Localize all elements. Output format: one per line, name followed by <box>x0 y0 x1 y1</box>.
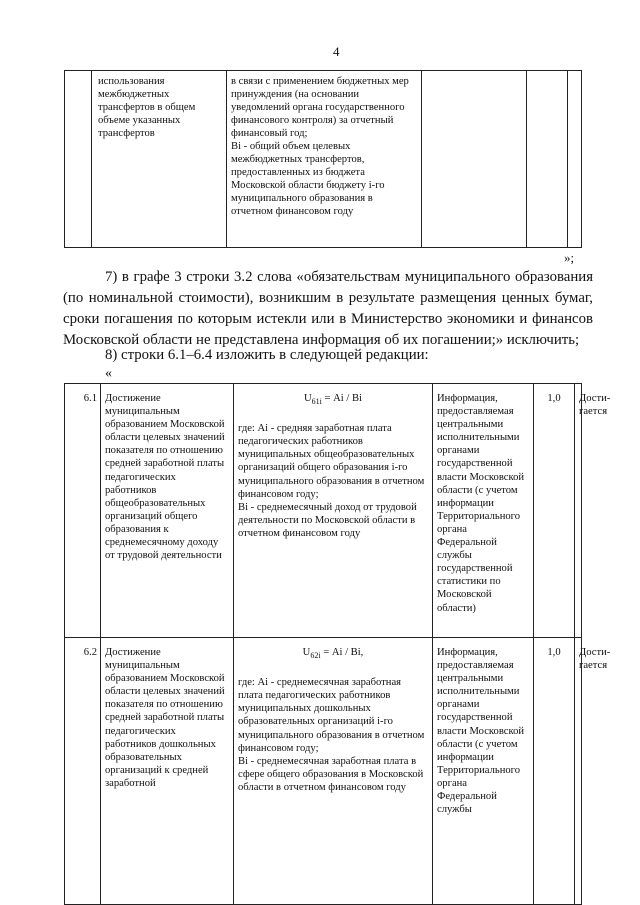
result-status: Дости-гается <box>575 638 582 905</box>
result-status: Дости-гается <box>575 384 582 638</box>
table-row <box>65 384 582 638</box>
top-table-name-cell <box>92 71 227 248</box>
formula: $U_{61i}$ = Аi / Вi <box>303 393 362 407</box>
top-table-continuation <box>64 70 582 248</box>
table-row <box>65 638 582 905</box>
indicator-name: Достижение муниципальным образованием Московской области целевых значений показателя по отношению средней заработной платы педагогических работников общеобразовательных организаций общего образования к среднемесячному доходу от трудовой деятельности <box>101 384 234 638</box>
formula-cell <box>234 384 433 638</box>
data-source: Информация, предоставляемая центральными исполнительными органами государственной власти Московской области (с учетом информации Территориального органа Федеральной службы <box>433 638 534 905</box>
top-table-source-cell <box>422 71 527 248</box>
data-source: Информация, предоставляемая центральными исполнительными органами государственной власти Московской области (с учетом информации Территориального органа Федеральной службы государственной статистики по Московской области) <box>433 384 534 638</box>
formula-explanation: где: Аi - среднемесячная заработная плата педагогических работников муниципальных дошкольных образовательных организаций i-го муниципального образования в отчетном финансовом году; <box>238 677 425 754</box>
paragraph-7: 7) в графе 3 строки 3.2 слова «обязательствам муниципального образования (по номинальной стоимости), возникшим в результате размещения ценных бумаг, сроки погашения по которым истекли или в Министерство экономики и финансов Московской области не представлена информация об их погашении;» исключить; <box>63 269 593 348</box>
weight-coefficient: 1,0 <box>534 638 575 905</box>
top-table-desc-cell <box>227 71 422 248</box>
top-table-num-cell <box>65 71 92 248</box>
formula-explanation: где: Аi - средняя заработная плата педагогических работников муниципальных общеобразовательных организаций общего образования i-го муниципального образования в отчетном финансовом году; <box>238 423 425 500</box>
top-table-desc-line: Вi - общий объем целевых межбюджетных трансфертов, предоставленных из бюджета Московской области бюджету i-го муниципального образования в отчетном финансовом году <box>231 141 385 217</box>
formula-explanation: Вi - среднемесячная заработная плата в сфере общего образования в Московской области в отчетном финансовом году <box>238 755 424 793</box>
closing-quote-mark: »; <box>564 250 575 265</box>
weight-coefficient: 1,0 <box>534 384 575 638</box>
top-table-result-cell <box>568 71 582 248</box>
paragraph-8: 8) строки 6.1–6.4 изложить в следующей редакции: <box>105 347 429 363</box>
row-number: 6.2 <box>65 638 101 905</box>
indicator-name: Достижение муниципальным образованием Московской области целевых значений показателя по отношению средней заработной платы педагогических работников дошкольных образовательных организаций к средней заработной <box>101 638 234 905</box>
formula-cell <box>234 638 433 905</box>
row-number: 6.1 <box>65 384 101 638</box>
top-table-weight-cell <box>527 71 568 248</box>
formula-explanation: Вi - среднемесячный доход от трудовой деятельности по Московской области в отчетном финансовом году <box>238 501 417 539</box>
formula: $U_{62i}$ = Аi / Вi, <box>302 647 364 661</box>
page-number: 4 <box>333 44 340 59</box>
top-table-desc-line: в связи с применением бюджетных мер принуждения (на основании уведомлений органа государственного финансового контроля) за отчетный финансовый год; <box>231 76 409 139</box>
opening-quote-mark: « <box>105 366 112 381</box>
indicators-table <box>64 383 611 905</box>
top-table-name-text: использования межбюджетных трансфертов в общем объеме указанных трансфертов <box>98 76 196 139</box>
